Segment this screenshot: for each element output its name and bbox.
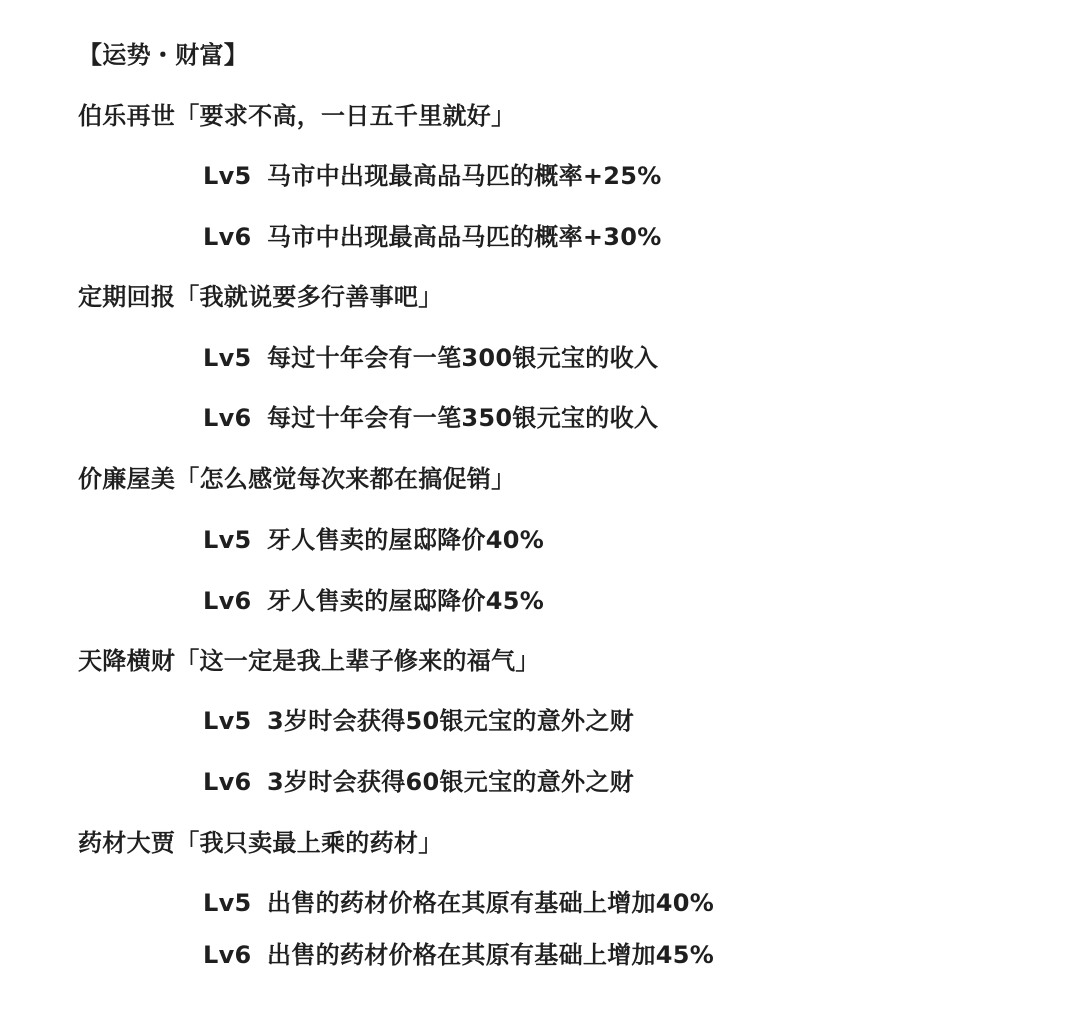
level-row <box>203 222 662 252</box>
level-label: Lv6 <box>203 587 252 615</box>
section-title: 【运势・财富】 <box>78 41 249 69</box>
level-label: Lv5 <box>203 889 252 917</box>
level-label: Lv6 <box>203 768 252 796</box>
level-effect: 3岁时会获得60银元宝的意外之财 <box>267 768 634 796</box>
level-label: Lv5 <box>203 707 252 735</box>
level-effect: 马市中出现最高品马匹的概率+25% <box>267 162 662 190</box>
skill-quote: 「我只卖最上乘的药材」 <box>175 829 443 857</box>
level-row <box>203 403 658 433</box>
level-effect: 出售的药材价格在其原有基础上增加45% <box>267 941 715 969</box>
skill-name: 伯乐再世 <box>78 102 176 130</box>
level-effect: 牙人售卖的屋邸降价45% <box>267 587 545 615</box>
level-row <box>203 525 544 555</box>
level-label: Lv6 <box>203 404 252 432</box>
level-label: Lv6 <box>203 223 252 251</box>
skill-quote: 「怎么感觉每次来都在搞促销」 <box>175 465 516 493</box>
skill-quote: 「要求不高，一日五千里就好」 <box>175 102 516 130</box>
level-effect: 3岁时会获得50银元宝的意外之财 <box>267 707 634 735</box>
skill-title <box>78 646 540 676</box>
level-effect: 每过十年会有一笔350银元宝的收入 <box>267 404 659 432</box>
level-label: Lv5 <box>203 344 252 372</box>
skill-name: 价廉屋美 <box>78 465 176 493</box>
level-effect: 马市中出现最高品马匹的概率+30% <box>267 223 662 251</box>
skill-quote: 「我就说要多行善事吧」 <box>175 283 443 311</box>
level-row <box>203 586 544 616</box>
level-row <box>203 706 634 736</box>
level-row <box>203 940 714 970</box>
skill-quote: 「这一定是我上辈子修来的福气」 <box>175 647 540 675</box>
skill-name: 定期回报 <box>78 283 176 311</box>
skill-name: 药材大贾 <box>78 829 176 857</box>
level-row <box>203 767 634 797</box>
level-label: Lv5 <box>203 526 252 554</box>
level-effect: 每过十年会有一笔300银元宝的收入 <box>267 344 659 372</box>
level-label: Lv6 <box>203 941 252 969</box>
skill-title <box>78 282 443 312</box>
level-row <box>203 888 714 918</box>
level-row <box>203 161 662 191</box>
level-effect: 出售的药材价格在其原有基础上增加40% <box>267 889 715 917</box>
skill-title <box>78 101 515 131</box>
level-label: Lv5 <box>203 162 252 190</box>
skill-name: 天降横财 <box>78 647 176 675</box>
level-effect: 牙人售卖的屋邸降价40% <box>267 526 545 554</box>
skill-title <box>78 464 515 494</box>
skill-title <box>78 828 443 858</box>
level-row <box>203 343 658 373</box>
